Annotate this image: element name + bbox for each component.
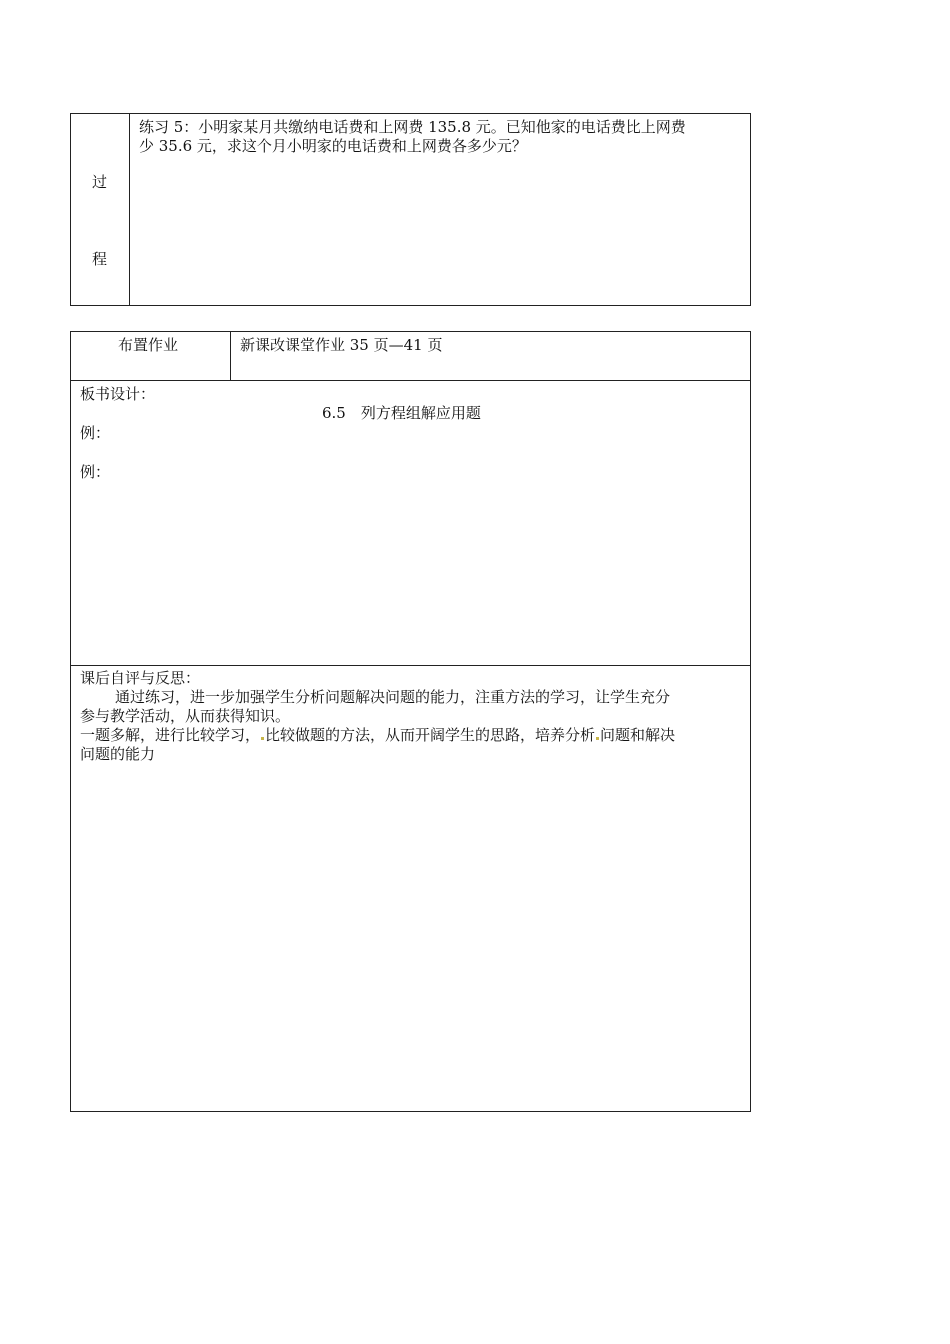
- process-label-char-1: 过: [92, 173, 108, 191]
- reflection-line-2: 参与教学活动，从而获得知识。: [80, 707, 291, 725]
- process-table-divider: [129, 113, 130, 306]
- board-example-1: 例：: [80, 424, 111, 442]
- process-label-char-2: 程: [92, 250, 108, 268]
- homework-content: 新课改课堂作业 35 页—41 页: [240, 336, 443, 354]
- board-bottom-line: [70, 665, 751, 666]
- homework-bottom-line: [70, 380, 751, 381]
- reflection-line-3-part-3: 问题和解决: [600, 726, 676, 744]
- reflection-line-3: [80, 726, 675, 745]
- reflection-line-3-part-1: 一题多解，进行比较学习，: [80, 726, 261, 744]
- board-example-2: 例：: [80, 463, 111, 481]
- reflection-line-3-part-2: 比较做题的方法，从而开阔学生的思路，培养分析: [265, 726, 596, 744]
- reflection-line-4: 问题的能力: [80, 745, 156, 763]
- mark-dot: [261, 737, 264, 740]
- board-design-label: 板书设计：: [80, 385, 156, 403]
- board-design-title: 6.5 列方程组解应用题: [322, 404, 481, 422]
- homework-label: 布置作业: [118, 336, 179, 354]
- exercise-5-line-2: 少 35.6 元，求这个月小明家的电话费和上网费各多少元？: [139, 137, 527, 155]
- exercise-5-line-1: 练习 5：小明家某月共缴纳电话费和上网费 135.8 元。已知他家的电话费比上网费: [139, 118, 686, 136]
- homework-divider: [230, 331, 231, 381]
- mark-dot: [596, 737, 599, 740]
- reflection-line-1: 通过练习，进一步加强学生分析问题解决问题的能力，注重方法的学习，让学生充分: [115, 688, 671, 706]
- reflection-label: 课后自评与反思：: [80, 669, 201, 687]
